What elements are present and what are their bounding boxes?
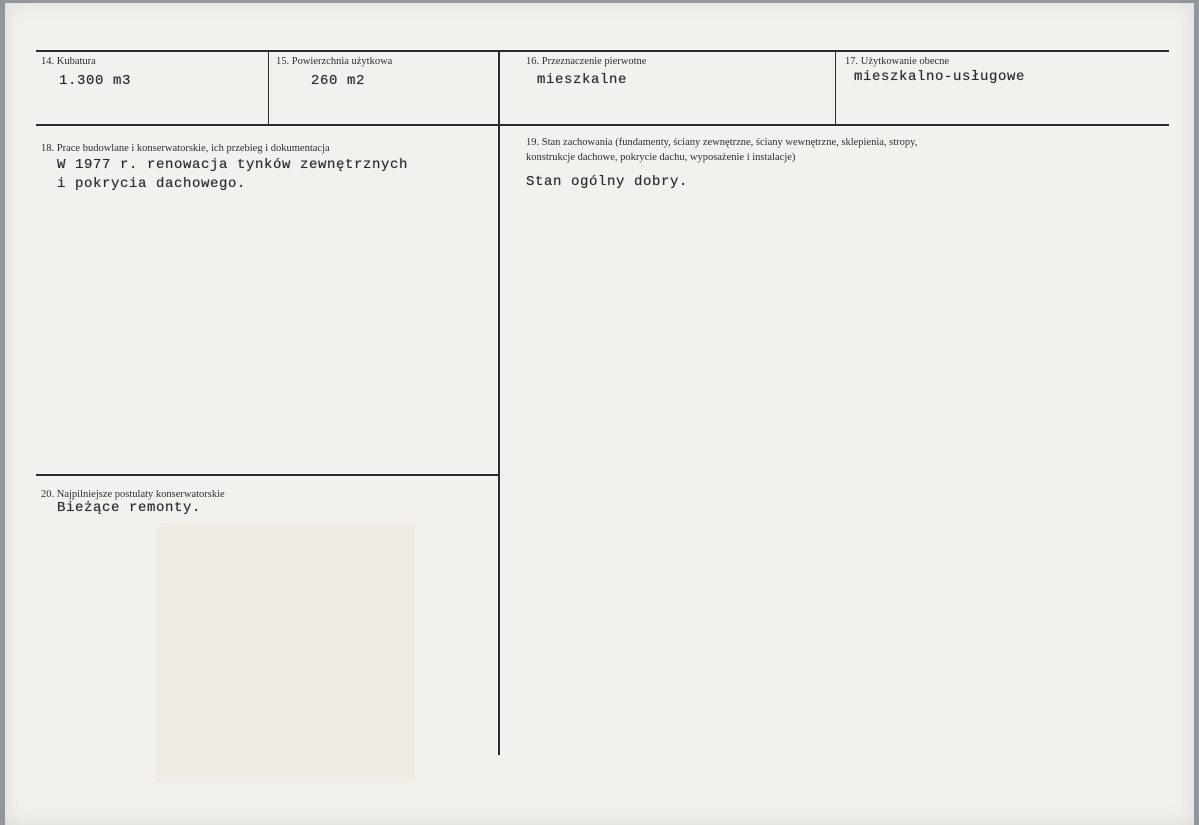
field-18-label: 18. Prace budowlane i konserwatorskie, ich przebieg i dokumentacja: [41, 143, 330, 154]
field-14-label: 14. Kubatura: [41, 56, 96, 67]
divider-14-15: [268, 50, 269, 125]
field-15-value: 260 m2: [311, 73, 366, 89]
divider-16-17: [835, 50, 836, 125]
field-18-value-line-2: i pokrycia dachowego.: [57, 176, 247, 192]
field-15-label: 15. Powierzchnia użytkowa: [276, 56, 393, 67]
divider-15-16: [498, 50, 500, 755]
field-19-label-line-2: konstrukcje dachowe, pokrycie dachu, wyposażenie i instalacje): [526, 152, 796, 163]
field-17-label: 17. Użytkowanie obecne: [845, 56, 950, 67]
field-16-value: mieszkalne: [537, 72, 628, 88]
top-rule: [36, 50, 1169, 52]
field-20-value: Bieżące remonty.: [57, 500, 202, 516]
field-19-label-line-1: 19. Stan zachowania (fundamenty, ściany zewnętrzne, ściany wewnętrzne, sklepienia, stropy,: [526, 137, 918, 148]
middle-rule: [36, 124, 1169, 126]
field-18-value-line-1: W 1977 r. renowacja tynków zewnętrznych: [57, 157, 409, 173]
field-20-label: 20. Najpilniejsze postulaty konserwatorskie: [41, 489, 225, 500]
field-19-value: Stan ogólny dobry.: [526, 174, 689, 190]
field-14-value: 1.300 m3: [59, 73, 132, 89]
record-card: [5, 3, 1194, 825]
lower-left-rule: [36, 474, 498, 476]
field-16-label: 16. Przeznaczenie pierwotne: [526, 56, 647, 67]
paper-stain: [155, 523, 415, 783]
field-17-value: mieszkalno-usługowe: [854, 69, 1026, 85]
